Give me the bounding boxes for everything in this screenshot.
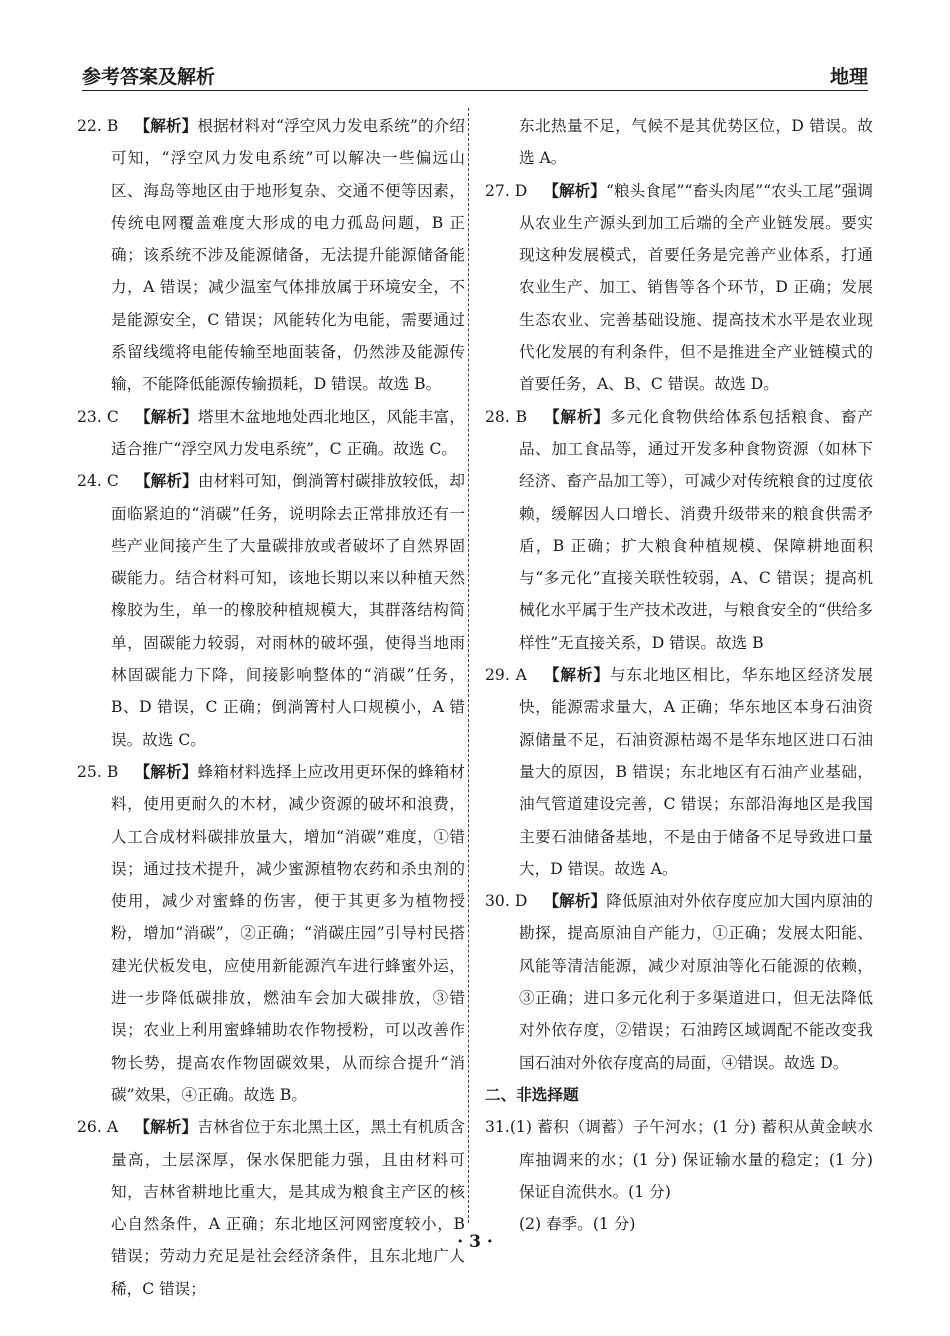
header-title: 参考答案及解析 bbox=[82, 66, 216, 88]
analysis-text: 塔里木盆地地处西北地区，风能丰富，适合推广“浮空风力发电系统”，C 正确。故选 C。 bbox=[111, 407, 465, 458]
answer-number: 23. C bbox=[77, 407, 119, 426]
analysis-text: “粮头食尾”“畜头肉尾”“农头工尾”强调从农业生产源头到加工后端的全产业链发展。要实现这种发展模式，首要任务是完善产业体系，打通农业生产、加工、销售等各个环节，D 正确；发展生态农业、完善基础设施、提高技术水平是农业现代化发展的有利条件，但不是推进全产业链模式的首要任务，A、B、C 错误。故选 D。 bbox=[519, 181, 873, 394]
page-header bbox=[82, 56, 868, 91]
right-column bbox=[485, 110, 873, 1240]
answer-part-2: (2) 春季。(1 分) bbox=[519, 1215, 636, 1234]
answer-item-28 bbox=[485, 401, 873, 659]
analysis-tag: 【解析】 bbox=[542, 665, 610, 685]
answer-item-26 bbox=[77, 1111, 465, 1305]
analysis-text: 蜂箱材料选择上应改用更环保的蜂箱材料，使用更耐久的木材，减少资源的破坏和浪费，人工合成材料碳排放量大，增加“消碳”难度，①错误；通过技术提升，减少蜜源植物农药和杀虫剂的使用，减少对蜜蜂的伤害，便于其更多为植物授粉，增加“消碳”，②正确；“消碳庄园”引导村民搭建光伏板发电，应使用新能源汽车进行蜂蜜外运，进一步降低碳排放，燃油车会加大碳排放，③错误；农业上利用蜜蜂辅助农作物授粉，可以改善作物长势，提高农作物固碳效果，从而综合提升“消碳”效果，④正确。故选 B。 bbox=[111, 762, 465, 1104]
answer-item-27 bbox=[485, 175, 873, 401]
answer-number: 28. B bbox=[485, 407, 528, 426]
answer-item-23 bbox=[77, 401, 465, 466]
page-number: · 3 · bbox=[457, 1232, 493, 1252]
column-divider bbox=[468, 108, 469, 1223]
answer-number: 26. A bbox=[77, 1118, 119, 1137]
analysis-tag: 【解析】 bbox=[543, 891, 607, 911]
answer-number: 24. C bbox=[77, 472, 119, 491]
answer-number: 27. D bbox=[485, 181, 528, 200]
analysis-tag: 【解析】 bbox=[134, 406, 198, 426]
analysis-tag: 【解析】 bbox=[543, 406, 610, 426]
answer-item-25 bbox=[77, 756, 465, 1111]
answer-number: 30. D bbox=[485, 892, 528, 911]
answer-item-29 bbox=[485, 659, 873, 885]
analysis-text: 根据材料对“浮空风力发电系统”的介绍可知，“浮空风力发电系统”可以解决一些偏远山区、海岛等地区由于地形复杂、交通不便等因素，传统电网覆盖难度大形成的电力孤岛问题，B 正确；该系统不涉及能源储备，无法提升能源储备能力，A 错误；减少温室气体排放属于环境安全，不是能源安全，C 错误；风能转化为电能，需要通过系留线缆将电能传输至地面装备，仍然涉及能源传输，不能降低能源传输损耗，D 错误。故选 B。 bbox=[111, 117, 465, 394]
answer-number: 22. B bbox=[77, 117, 119, 135]
answer-item-30 bbox=[485, 885, 873, 1079]
answer-number: 31. bbox=[485, 1118, 510, 1137]
answer-item-31 bbox=[485, 1111, 873, 1208]
answer-item-22 bbox=[77, 110, 465, 401]
analysis-text: 由材料可知，倒淌箐村碳排放较低，却面临紧迫的“消碳”任务，说明除去正常排放还有一些产业间接产生了大量碳排放或者破坏了自然界固碳能力。结合材料可知，该地长期以来以种植天然橡胶为生，单一的橡胶种植规模大，其群落结构简单，固碳能力较弱，对雨林的破坏强，使得当地雨林固碳能力下降，间接影响整体的“消碳”任务，B、D 错误，C 正确；倒淌箐村人口规模小，A 错误。故选 C。 bbox=[111, 472, 465, 749]
analysis-tag: 【解析】 bbox=[134, 761, 198, 781]
analysis-tag: 【解析】 bbox=[134, 116, 198, 135]
analysis-text: 多元化食物供给体系包括粮食、畜产品、加工食品等，通过开发多种食物资源（如林下经济、畜产品加工等），可减少对传统粮食的过度依赖，缓解因人口增长、消费升级带来的粮食供需矛盾，B 正确；扩大粮食种植规模、保障耕地面积与“多元化”直接关联性较弱，A、C 错误；提高机械化水平属于生产技术改进，与粮食安全的“供给多样性”无直接关系，D 错误。故选 B bbox=[519, 407, 873, 652]
section-title: 二、非选择题 bbox=[485, 1084, 579, 1104]
analysis-text: 降低原油对外依存度应加大国内原油的勘探，提高原油自产能力，①正确；发展太阳能、风能等清洁能源，减少对原油等化石能源的依赖，③正确；进口多元化利于多渠道进口，但无法降低对外依存度，②错误；石油跨区域调配不能改变我国石油对外依存度高的局面，④错误。故选 D。 bbox=[519, 892, 873, 1072]
header-subject: 地理 bbox=[829, 66, 868, 88]
answer-item-26-continued: 东北热量不足，气候不是其优势区位，D 错误。故选 A。 bbox=[519, 117, 873, 168]
analysis-tag: 【解析】 bbox=[134, 1117, 198, 1137]
answer-item-24 bbox=[77, 465, 465, 756]
left-column bbox=[77, 110, 465, 1305]
analysis-text: 与东北地区相比，华东地区经济发展快，能源需求量大，A 正确；华东地区本身石油资源储量不足，石油资源枯竭不是华东地区进口石油量大的原因，B 错误；东北地区有石油产业基础，油气管道建设完善，C 错误；东部沿海地区是我国主要石油储备基地，不是由于储备不足导致进口量大，D 错误。故选 A。 bbox=[519, 666, 873, 878]
answer-number: 29. A bbox=[485, 666, 527, 685]
analysis-tag: 【解析】 bbox=[543, 180, 606, 200]
analysis-tag: 【解析】 bbox=[134, 471, 198, 491]
answer-part-1: (1) 蓄积（调蓄）子午河水；(1 分) 蓄积从黄金峡水库抽调来的水；(1 分) 保证输水量的稳定；(1 分) 保证自流供水。(1 分) bbox=[509, 1118, 873, 1201]
analysis-text: 吉林省位于东北黑土区，黑土有机质含量高，土层深厚，保水保肥能力强，且由材料可知，吉林省耕地比重大，是其成为粮食主产区的核心自然条件，A 正确；东北地区河网密度较小，B 错误；劳动力充足是社会经济条件，且东北地广人稀，C 错误； bbox=[111, 1118, 465, 1298]
answer-number: 25. B bbox=[77, 762, 119, 781]
